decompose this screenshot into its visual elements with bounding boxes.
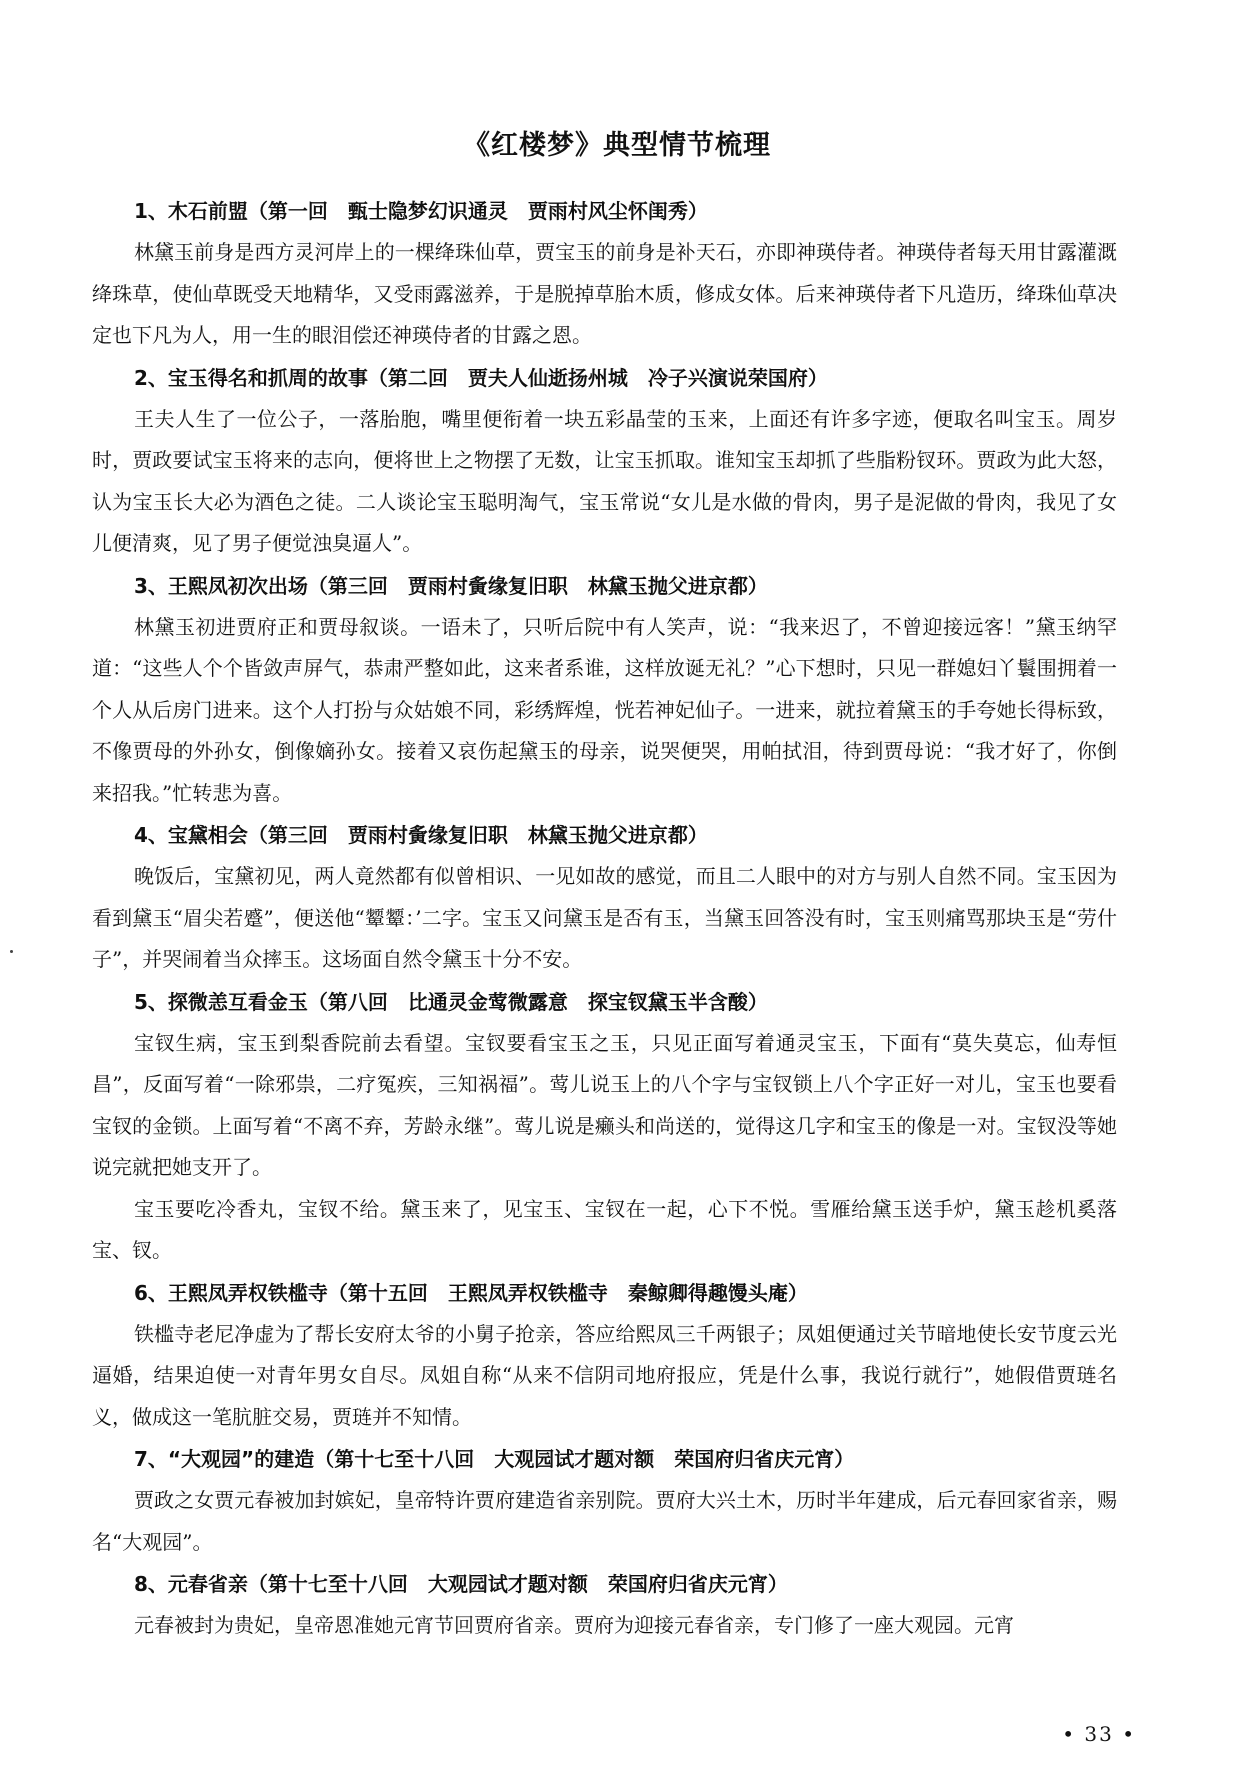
paragraph: 林黛玉初进贾府正和贾母叙谈。一语未了，只听后院中有人笑声，说：“我来迟了，不曾迎接远客！”黛玉纳罕道：“这些人个个皆敛声屏气，恭肃严整如此，这来者系谁，这样放诞无礼？”心下想时，只见一群媳妇丫鬟围拥着一个人从后房门进来。这个人打扮与众姑娘不同，彩绣辉煌，恍若神妃仙子。一进来，就拉着黛玉的手夸她长得标致，不像贾母的外孙女，倒像嫡孙女。接着又哀伤起黛玉的母亲，说哭便哭，用帕拭泪，待到贾母说：“我才好了，你倒来招我。”忙转悲为喜。 [92, 614, 1117, 805]
section-heading: 4、宝黛相会（第三回 贾雨村夤缘复旧职 林黛玉抛父进京都） [134, 823, 708, 847]
section-1 [92, 190, 1117, 357]
paragraph: 元春被封为贵妃，皇帝恩准她元宵节回贾府省亲。贾府为迎接元春省亲，专门修了一座大观园。元宵 [134, 1613, 1014, 1637]
document-body [92, 190, 1117, 1647]
paragraph: 贾政之女贾元春被加封嫔妃，皇帝特许贾府建造省亲别院。贾府大兴土木，历时半年建成，后元春回家省亲，赐名“大观园”。 [92, 1488, 1117, 1554]
paragraph: 晚饭后，宝黛初见，两人竟然都有似曾相识、一见如故的感觉，而且二人眼中的对方与别人自然不同。宝玉因为看到黛玉“眉尖若蹙”，便送他“颦颦：’二字。宝玉又问黛玉是否有玉，当黛玉回答没有时，宝玉则痛骂那块玉是“劳什子”，并哭闹着当众摔玉。这场面自然令黛玉十分不安。 [92, 864, 1117, 971]
paragraph: 王夫人生了一位公子，一落胎胞，嘴里便衔着一块五彩晶莹的玉来，上面还有许多字迹，便取名叫宝玉。周岁时，贾政要试宝玉将来的志向，便将世上之物摆了无数，让宝玉抓取。谁知宝玉却抓了些脂粉钗环。贾政为此大怒，认为宝玉长大必为酒色之徒。二人谈论宝玉聪明淘气，宝玉常说“女儿是水做的骨肉，男子是泥做的骨肉，我见了女儿便清爽，见了男子便觉浊臭逼人”。 [92, 406, 1117, 555]
section-6 [92, 1272, 1117, 1439]
section-heading: 5、探微恙互看金玉（第八回 比通灵金莺微露意 探宝钗黛玉半含酸） [134, 989, 768, 1014]
section-5 [92, 981, 1117, 1272]
section-2 [92, 357, 1117, 565]
page-title: 《红楼梦》典型情节梳理 [463, 130, 771, 161]
section-heading: 8、元春省亲（第十七至十八回 大观园试才题对额 荣国府归省庆元宵） [134, 1572, 788, 1596]
section-heading: 3、王熙凤初次出场（第三回 贾雨村夤缘复旧职 林黛玉抛父进京都） [134, 573, 768, 598]
section-7 [92, 1438, 1117, 1563]
section-heading: 6、王熙凤弄权铁槛寺（第十五回 王熙凤弄权铁槛寺 秦鲸卿得趣馒头庵） [134, 1280, 808, 1305]
section-heading: 7、“大观园”的建造（第十七至十八回 大观园试才题对额 荣国府归省庆元宵） [134, 1447, 855, 1471]
paragraph: 宝玉要吃冷香丸，宝钗不给。黛玉来了，见宝玉、宝钗在一起，心下不悦。雪雁给黛玉送手炉，黛玉趁机奚落宝、钗。 [92, 1196, 1117, 1262]
section-heading: 1、木石前盟（第一回 甄士隐梦幻识通灵 贾雨村风尘怀闺秀） [134, 199, 708, 223]
section-heading: 2、宝玉得名和抓周的故事（第二回 贾夫人仙逝扬州城 冷子兴演说荣国府） [134, 365, 828, 390]
paragraph: 宝钗生病，宝玉到梨香院前去看望。宝钗要看宝玉之玉，只见正面写着通灵宝玉，下面有“莫失莫忘，仙寿恒昌”，反面写着“一除邪祟，二疗冤疾，三知祸福”。莺儿说玉上的八个字与宝钗锁上八个字正好一对儿，宝玉也要看宝钗的金锁。上面写着“不离不弃，芳龄永继”。莺儿说是癞头和尚送的，觉得这几字和宝玉的像是一对。宝钗没等她说完就把她支开了。 [92, 1030, 1117, 1179]
section-3 [92, 565, 1117, 815]
paragraph: 铁槛寺老尼净虚为了帮长安府太爷的小舅子抢亲，答应给熙凤三千两银子；凤姐便通过关节暗地使长安节度云光逼婚，结果迫使一对青年男女自尽。凤姐自称“从来不信阴司地府报应，凭是什么事，我说行就行”，她假借贾琏名义，做成这一笔肮脏交易，贾琏并不知情。 [92, 1321, 1117, 1429]
paragraph: 林黛玉前身是西方灵河岸上的一棵绛珠仙草，贾宝玉的前身是补天石，亦即神瑛侍者。神瑛侍者每天用甘露灌溉绛珠草，使仙草既受天地精华，又受雨露滋养，于是脱掉草胎木质，修成女体。后来神瑛侍者下凡造历，绛珠仙草决定也下凡为人，用一生的眼泪偿还神瑛侍者的甘露之恩。 [92, 240, 1117, 347]
page-number: • 33 • [1062, 1722, 1136, 1746]
section-8 [92, 1563, 1117, 1647]
scan-artifact-dot [10, 950, 13, 953]
section-4 [92, 814, 1117, 981]
